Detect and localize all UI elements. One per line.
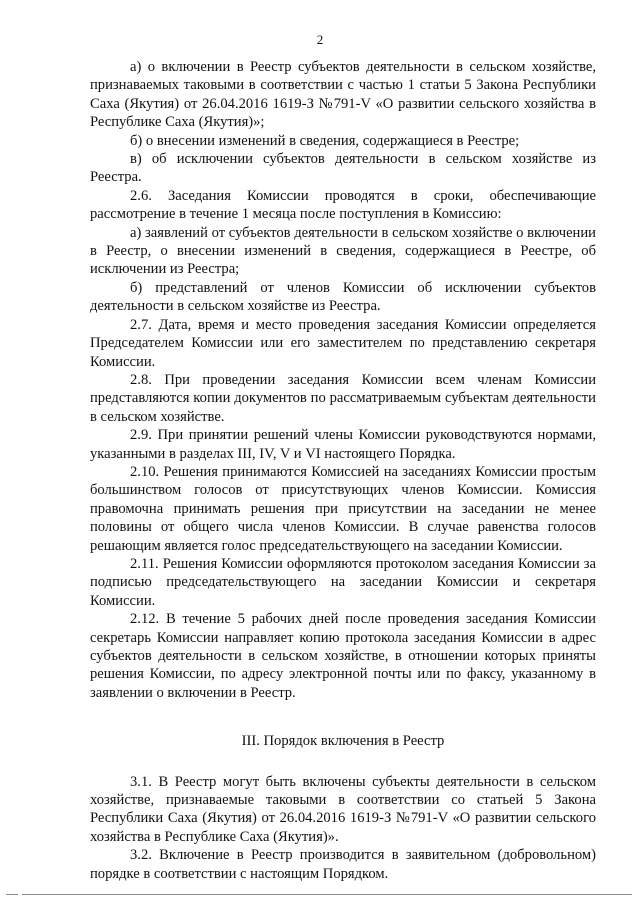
paragraph-3-2: 3.2. Включение в Реестр производится в заявительном (добровольном) порядке в соответствии с настоящим Порядком. [90,847,596,882]
paragraph-2-7: 2.7. Дата, время и место проведения заседания Комиссии определяется Председателем Комиссии или его заместителем по представлению секретаря Комиссии. [90,316,596,370]
paragraph-3-1: 3.1. В Реестр могут быть включены субъекты деятельности в сельском хозяйстве, признаваемые таковыми в соответствии со статьей 5 Закона Республики Саха (Якутия) от 26.04.2016 1619-З №791-V «О развитии сельского хозяйства в Республике Саха (Якутия)». [90,773,596,845]
document-body [90,58,596,883]
paragraph-2-6-b: б) представлений от членов Комиссии об исключении субъектов деятельности в сельском хозяйстве из Реестра. [90,279,596,315]
footer-rule [22,894,632,895]
paragraph-2-9: 2.9. При принятии решений члены Комиссии руководствуются нормами, указанными в разделах III, IV, V и VI настоящего Порядка. [90,427,596,462]
paragraph-2-10: 2.10. Решения принимаются Комиссией на заседаниях Комиссии простым большинством голосов от присутствующих членов Комиссии. Комиссия правомочна принимать решения при присутствии на заседании не менее половины от общего числа членов Комиссии. В случае равенства голосов решающим является голос председательствующего на заседании Комиссии. [90,463,596,554]
paragraph-a-inclusion: а) о включении в Реестр субъектов деятельности в сельском хозяйстве, признаваемых таковыми в соответствии с частью 1 статьи 5 Закона Республики Саха (Якутия) от 26.04.2016 1619-З №791-V «О развитии сельского хозяйства в Республике Саха (Якутия)»; [90,59,596,131]
section-heading: III. Порядок включения в Реестр [241,733,445,750]
paragraph-b-changes: б) о внесении изменений в сведения, содержащиеся в Реестре; [130,132,520,149]
paragraph-2-6-a: а) заявлений от субъектов деятельности в сельском хозяйстве о включении в Реестр, о внесении изменений в сведения, содержащиеся в Реестре, об исключении из Реестра; [90,224,596,278]
paragraph-v-exclusion: в) об исключении субъектов деятельности в сельском хозяйстве из Реестра. [90,151,596,186]
paragraph-2-11: 2.11. Решения Комиссии оформляются протоколом заседания Комиссии за подписью председательствующего на заседании Комиссии и секретаря Комиссии. [90,555,596,609]
paragraph-2-8: 2.8. При проведении заседания Комиссии всем членам Комиссии представляются копии документов по рассматриваемым субъектам деятельности в сельском хозяйстве. [90,371,596,425]
paragraph-2-12: 2.12. В течение 5 рабочих дней после проведения заседания Комиссии секретарь Комиссии направляет копию протокола заседания Комиссии в адрес субъектов деятельности в сельском хозяйстве, в отношении которых приняты решения Комиссии, по адресу электронной почты или по факсу, указанному в заявлении о включении в Реестр. [90,611,596,701]
page-number: 2 [316,32,324,47]
footer-rule-short [6,894,18,895]
paragraph-2-6: 2.6. Заседания Комиссии проводятся в сроки, обеспечивающие рассмотрение в течение 1 месяца после поступления в Комиссию: [90,187,596,223]
